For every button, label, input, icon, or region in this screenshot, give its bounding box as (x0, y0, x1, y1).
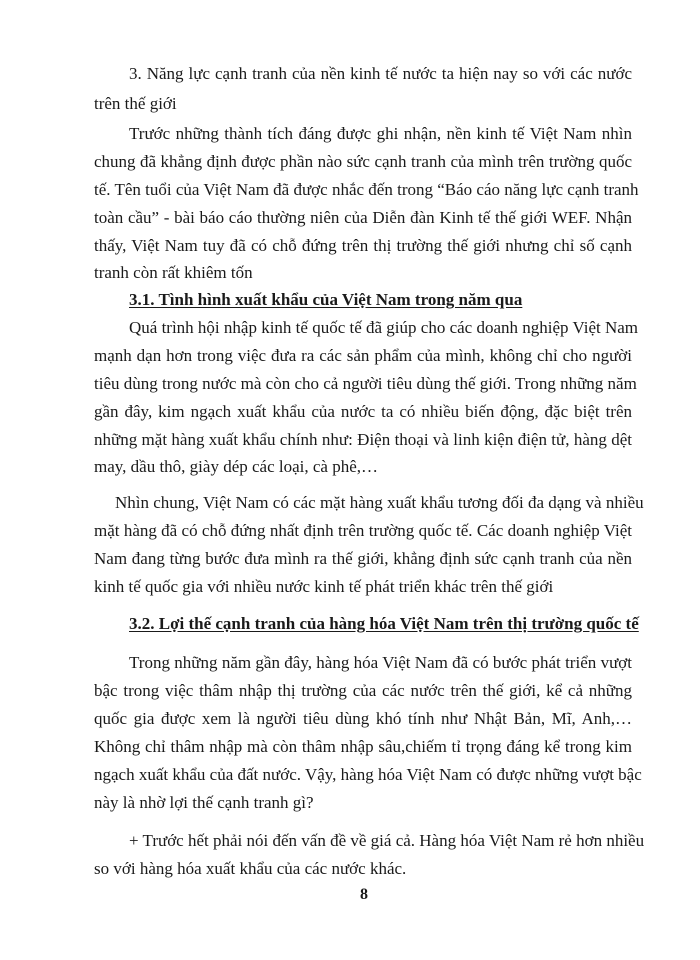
section-title-line: 3. Năng lực cạnh tranh của nền kinh tế nước ta hiện nay so với các nước (129, 64, 632, 83)
paragraph-line: bậc trong việc thâm nhập thị trường của các nước trên thế giới, kể cả những (94, 681, 632, 700)
paragraph-line: quốc gia được xem là người tiêu dùng khó tính như Nhật Bản, Mĩ, Anh,… (94, 709, 632, 728)
paragraph-line: ngạch xuất khẩu của đất nước. Vậy, hàng hóa Việt Nam có được những vượt bậc (94, 765, 642, 784)
paragraph-line: Trong những năm gần đây, hàng hóa Việt Nam đã có bước phát triển vượt (129, 653, 632, 672)
section-title-line: trên thế giới (94, 94, 177, 113)
paragraph-line: thấy, Việt Nam tuy đã có chỗ đứng trên thị trường thế giới nhưng chỉ số cạnh (94, 236, 632, 255)
paragraph-line: mạnh dạn hơn trong việc đưa ra các sản phẩm của mình, không chỉ cho người (94, 346, 632, 365)
paragraph-line: tế. Tên tuổi của Việt Nam đã được nhắc đến trong “Báo cáo năng lực cạnh tranh (94, 180, 639, 199)
heading-3-1: 3.1. Tình hình xuất khẩu của Việt Nam trong năm qua (129, 290, 523, 309)
paragraph-line: Không chỉ thâm nhập mà còn thâm nhập sâu,chiếm tỉ trọng đáng kể trong kim (94, 737, 632, 756)
paragraph-line: Trước những thành tích đáng được ghi nhận, nền kinh tế Việt Nam nhìn (129, 124, 632, 143)
paragraph-line: toàn cầu” - bài báo cáo thường niên của Diễn đàn Kinh tế thế giới WEF. Nhận (94, 208, 632, 227)
paragraph-line: mặt hàng đã có chỗ đứng nhất định trên trường quốc tế. Các doanh nghiệp Việt (94, 521, 632, 540)
paragraph-line: kinh tế quốc gia với nhiều nước kinh tế phát triển khác trên thế giới (94, 577, 554, 596)
paragraph-line: + Trước hết phải nói đến vấn đề về giá cả. Hàng hóa Việt Nam rẻ hơn nhiều (129, 831, 645, 850)
paragraph-line: gần đây, kim ngạch xuất khẩu của nước ta có nhiều biến động, đặc biệt trên (94, 402, 632, 421)
paragraph-line: tiêu dùng trong nước mà còn cho cả người tiêu dùng thế giới. Trong những năm (94, 374, 637, 393)
paragraph-line: may, dầu thô, giày dép các loại, cà phê,… (94, 457, 379, 476)
paragraph-line: những mặt hàng xuất khẩu chính như: Điện thoại và linh kiện điện tử, hàng dệt (94, 430, 632, 449)
paragraph-line: Quá trình hội nhập kinh tế quốc tế đã giúp cho các doanh nghiệp Việt Nam (129, 318, 639, 337)
paragraph-line: tranh còn rất khiêm tốn (94, 263, 253, 282)
heading-3-2: 3.2. Lợi thế cạnh tranh của hàng hóa Việt Nam trên thị trường quốc tế (129, 614, 639, 633)
paragraph-line: chung đã khẳng định được phần nào sức cạnh tranh của mình trên trường quốc (94, 152, 632, 171)
paragraph-line: này là nhờ lợi thế cạnh tranh gì? (94, 793, 314, 812)
paragraph-line: Nam đang từng bước đưa mình ra thế giới, khẳng định sức cạnh tranh của nền (94, 549, 632, 568)
paragraph-line: so với hàng hóa xuất khẩu của các nước khác. (94, 859, 407, 878)
paragraph-line: Nhìn chung, Việt Nam có các mặt hàng xuất khẩu tương đối đa dạng và nhiều (115, 493, 644, 512)
page-number: 8 (360, 886, 368, 903)
